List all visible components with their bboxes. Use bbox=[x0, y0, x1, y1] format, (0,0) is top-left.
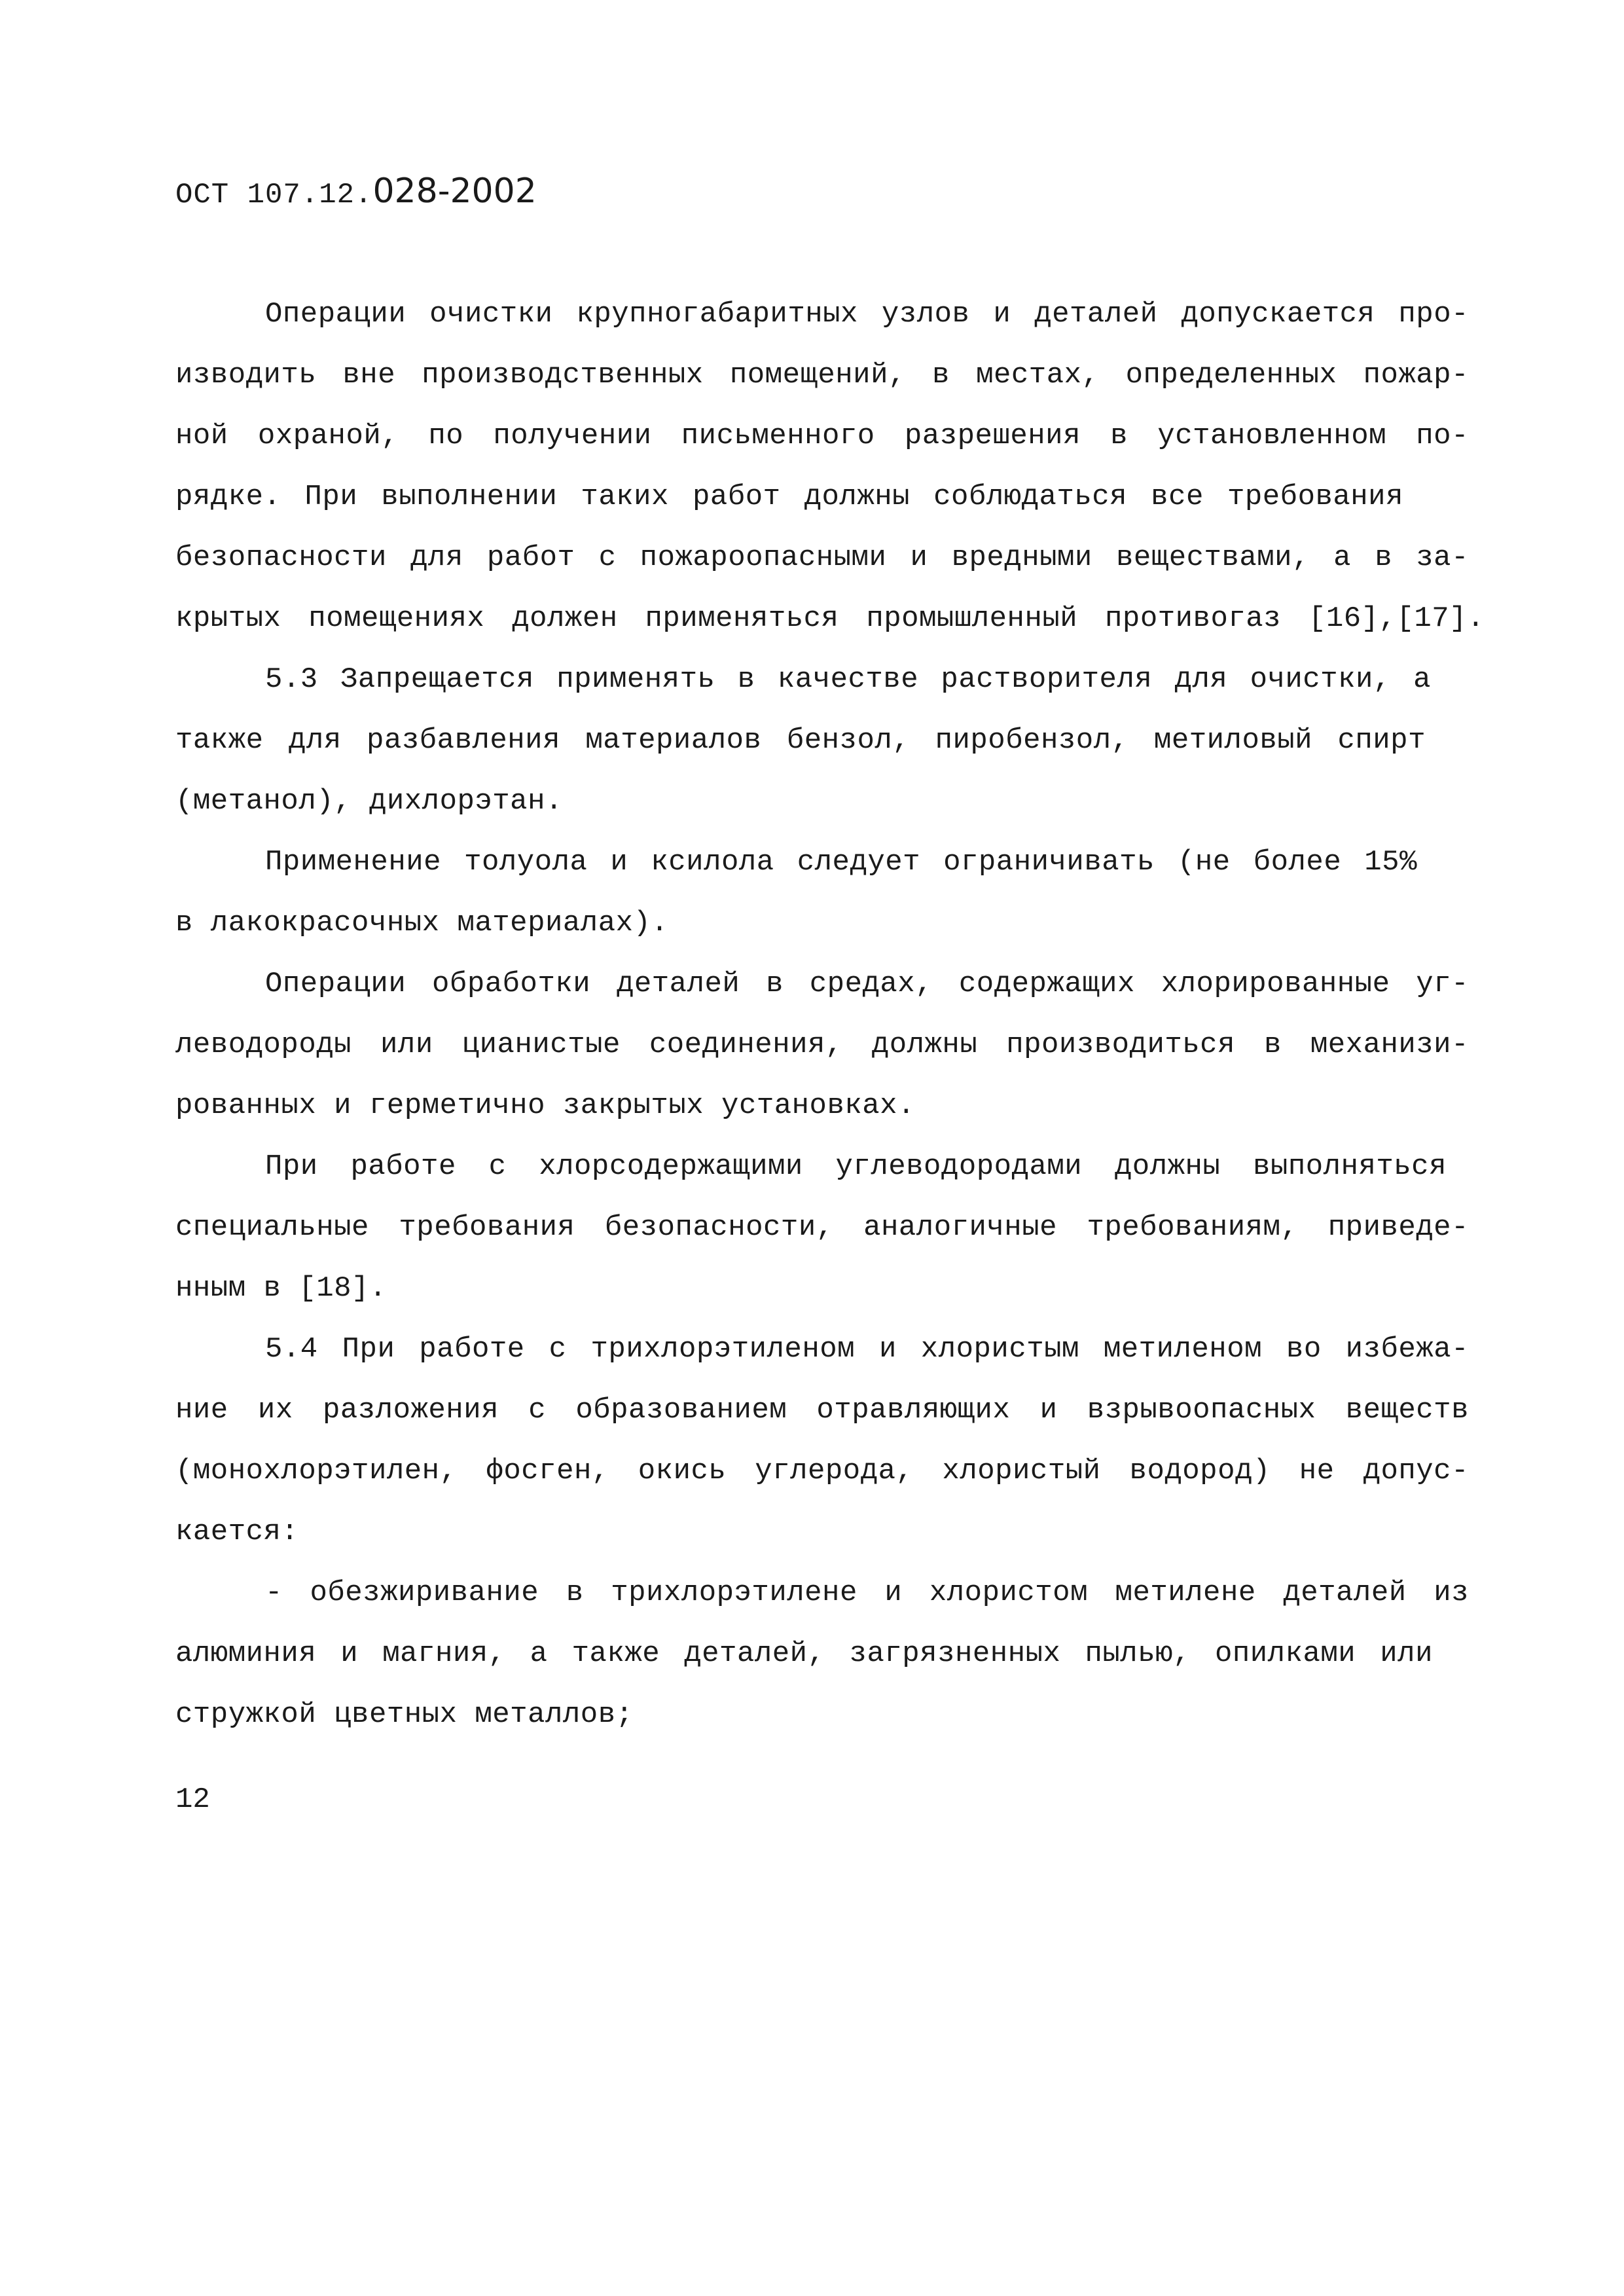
page-number: 12 bbox=[175, 1783, 210, 1816]
standard-number-handwritten: 028-2002 bbox=[372, 172, 537, 211]
text-line: специальные требования безопасности, аналогичные требованиям, приведе- bbox=[175, 1211, 1469, 1244]
clause-5-4: 5.4 При работе с трихлорэтиленом и хлористым метиленом во избежа- bbox=[265, 1333, 1469, 1366]
text-line: стружкой цветных металлов; bbox=[175, 1698, 634, 1731]
text-line: (монохлорэтилен, фосген, окись углерода, хлористый водород) не допус- bbox=[175, 1455, 1469, 1487]
text-line: леводороды или цианистые соединения, должны производиться в механизи- bbox=[175, 1029, 1469, 1061]
document-header bbox=[175, 172, 537, 211]
text-line: безопасности для работ с пожароопасными и вредными веществами, а в за- bbox=[175, 541, 1469, 574]
text-line: (метанол), дихлорэтан. bbox=[175, 785, 563, 818]
text-line: кается: bbox=[175, 1516, 299, 1548]
text-line: рованных и герметично закрытых установках. bbox=[175, 1089, 915, 1122]
text-line: нным в [18]. bbox=[175, 1272, 387, 1305]
text-line: Операции очистки крупногабаритных узлов и деталей допускается про- bbox=[265, 298, 1469, 331]
standard-code: ОСТ 107.12. bbox=[175, 179, 373, 211]
text-line: крытых помещениях должен применяться промышленный противогаз [16],[17]. bbox=[175, 602, 1485, 635]
text-line: алюминия и магния, а также деталей, загрязненных пылью, опилками или bbox=[175, 1637, 1433, 1670]
text-line: в лакокрасочных материалах). bbox=[175, 907, 669, 939]
text-line: Операции обработки деталей в средах, содержащих хлорированные уг- bbox=[265, 968, 1469, 1000]
text-line: рядке. При выполнении таких работ должны соблюдаться все требования bbox=[175, 481, 1403, 513]
text-line: ние их разложения с образованием отравляющих и взрывоопасных веществ bbox=[175, 1394, 1469, 1427]
text-line: При работе с хлорсодержащими углеводородами должны выполняться bbox=[265, 1150, 1447, 1183]
clause-5-3: 5.3 Запрещается применять в качестве растворителя для очистки, а bbox=[265, 663, 1431, 696]
text-line: изводить вне производственных помещений, в местах, определенных пожар- bbox=[175, 359, 1469, 392]
text-line: ной охраной, по получении письменного разрешения в установленном по- bbox=[175, 420, 1469, 452]
text-line: Применение толуола и ксилола следует ограничивать (не более 15% bbox=[265, 846, 1417, 879]
text-line: также для разбавления материалов бензол, пиробензол, метиловый спирт bbox=[175, 724, 1426, 757]
list-item: - обезжиривание в трихлорэтилене и хлористом метилене деталей из bbox=[265, 1576, 1469, 1609]
